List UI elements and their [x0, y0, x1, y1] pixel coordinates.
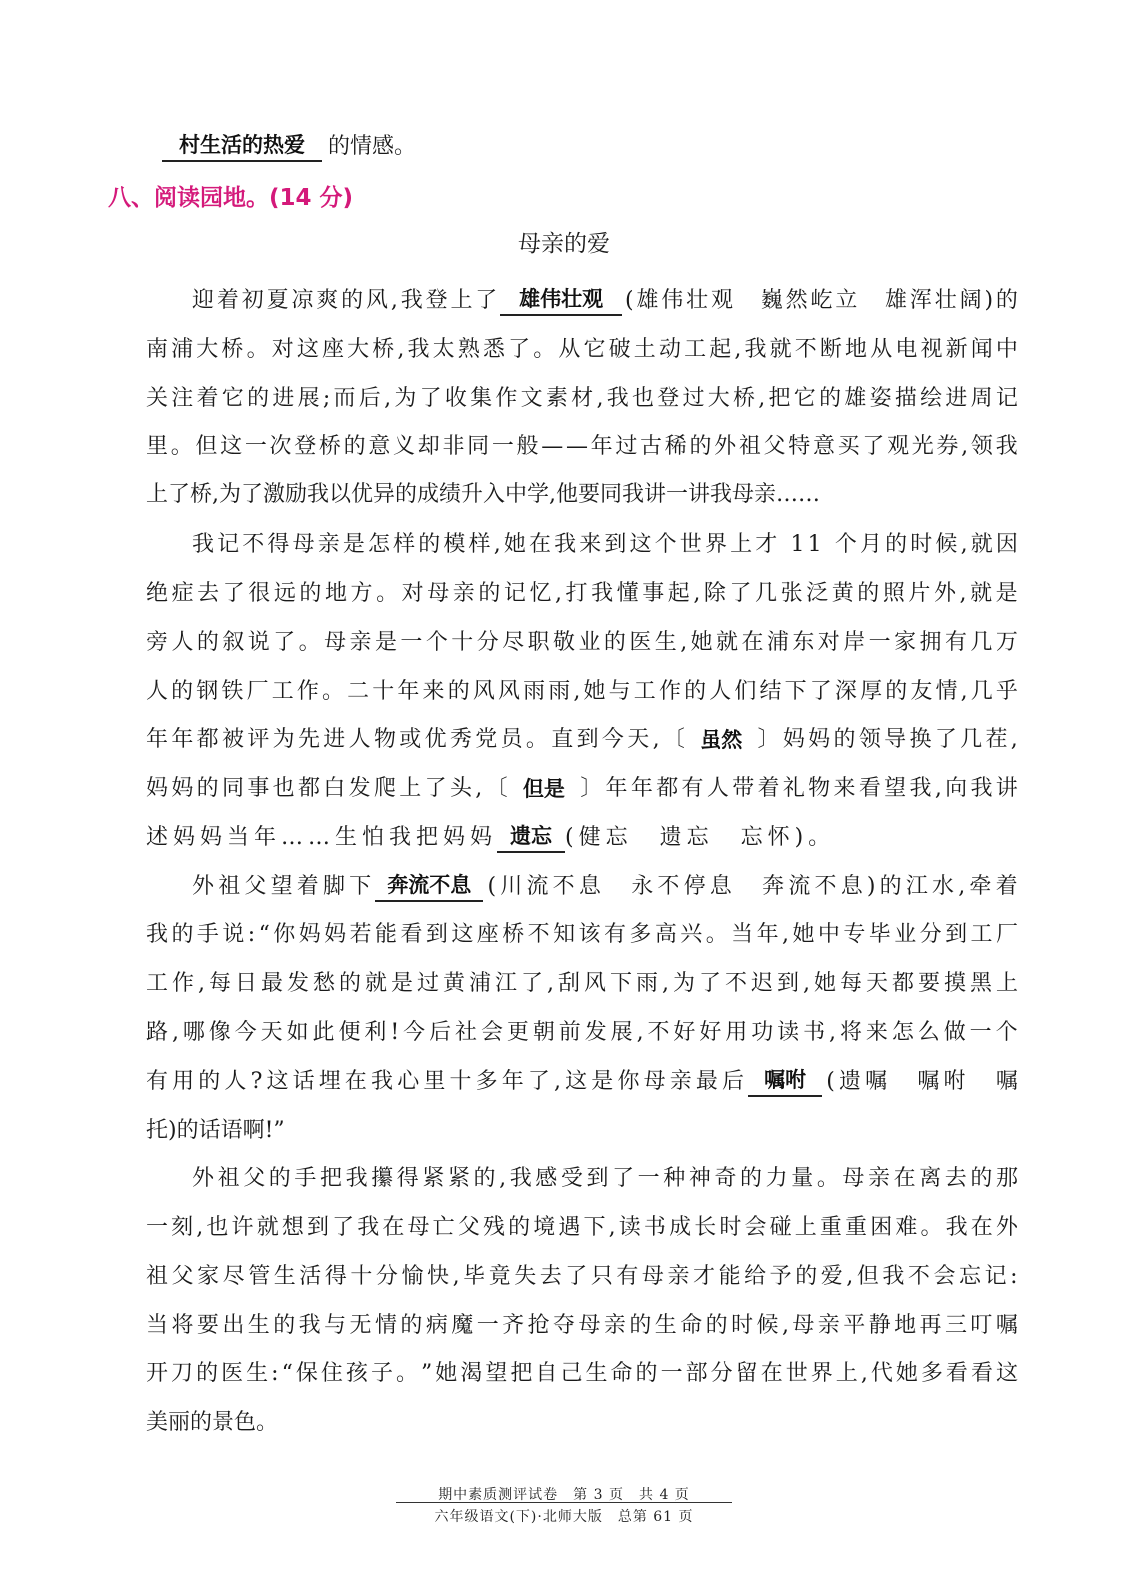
line-14: 我 的 手 说 : “ 你 妈 妈 若 能 看 到 这 座 桥 不 知 该 有 多 高 兴 。 当 年 , 她 中 专 毕 业 分 到 工 厂: [146, 922, 1018, 947]
continuation-line: [162, 122, 762, 162]
line-18: 托)的话语啊!”: [146, 1118, 285, 1143]
line-5: 上了桥,为了激励我以优异的成绩升入中学,他要同我讲一讲我母亲……: [146, 482, 820, 507]
line-19: 外 祖 父 的 手 把 我 攥 得 紧 紧 的 , 我 感 受 到 了 一 种 神 奇 的 力 量 。 母 亲 在 离 去 的 那: [192, 1166, 1018, 1191]
bracket-answer-2: 但是: [522, 777, 565, 801]
blank-1: 雄伟壮观: [500, 284, 622, 316]
footer-line-1: 期中素质测评试卷 第 3 页 共 4 页: [438, 1487, 690, 1503]
section-heading: 八、阅读园地。(14 分): [108, 185, 354, 211]
line-8: 旁 人 的 叙 说 了 。 母 亲 是 一 个 十 分 尽 职 敬 业 的 医 生 , 她 就 在 浦 东 对 岸 一 家 拥 有 几 万: [146, 630, 1018, 655]
footer-line-2: 六年级语文(下)·北师大版 总第 61 页: [434, 1509, 694, 1525]
line-23: 开 刀 的 医 生 : “ 保 住 孩 子 。 ” 她 渴 望 把 自 己 生 命 的 一 部 分 留 在 世 界 上 , 代 她 多 看 看 这: [146, 1361, 1018, 1386]
line-1: 迎 着 初 夏 凉 爽 的 风 , 我 登 上 了 雄伟壮观 ( 雄 伟 壮 观 巍 然 屹 立 雄 浑 壮 阔 ) 的: [192, 276, 1018, 316]
line-16: 路 , 哪 像 今 天 如 此 便 利 ! 今 后 社 会 更 朝 前 发 展 , 不 好 好 用 功 读 书 , 将 来 怎 么 做 一 个: [146, 1020, 1018, 1045]
line-9: 人 的 钢 铁 厂 工 作 。 二 十 年 来 的 风 风 雨 雨 , 她 与 工 作 的 人 们 结 下 了 深 厚 的 友 情 , 几 乎: [146, 679, 1018, 704]
line-10: 年 年 都 被 评 为 先 进 人 物 或 优 秀 党 员 。 直 到 今 天 , 〔 虽然 〕 妈 妈 的 领 导 换 了 几 茬 ,: [146, 715, 1018, 755]
line-17: 有 用 的 人 ? 这 话 埋 在 我 心 里 十 多 年 了 , 这 是 你 母 亲 最 后 嘱咐 ( 遗 嘱 嘱 咐 嘱: [146, 1057, 1018, 1097]
line-2: 南 浦 大 桥 。 对 这 座 大 桥 , 我 太 熟 悉 了 。 从 它 破 土 动 工 起 , 我 就 不 断 地 从 电 视 新 闻 中: [146, 337, 1018, 362]
blank-4: 嘱咐: [748, 1065, 822, 1097]
blank-2: 遗忘: [497, 821, 565, 853]
continuation-text: 的情感。: [328, 134, 417, 159]
line-15: 工 作 , 每 日 最 发 愁 的 就 是 过 黄 浦 江 了 , 刮 风 下 雨 , 为 了 不 迟 到 , 她 每 天 都 要 摸 黑 上: [146, 971, 1018, 996]
bracket-answer-1: 虽然: [700, 728, 743, 752]
line-4: 里 。 但 这 一 次 登 桥 的 意 义 却 非 同 一 般 — — 年 过 古 稀 的 外 祖 父 特 意 买 了 观 光 券 , 领 我: [146, 434, 1018, 459]
line-11: 妈 妈 的 同 事 也 都 白 发 爬 上 了 头 , 〔 但是 〕 年 年 都 有 人 带 着 礼 物 来 看 望 我 , 向 我 讲: [146, 764, 1018, 804]
line-22: 当 将 要 出 生 的 我 与 无 情 的 病 魔 一 齐 抢 夺 母 亲 的 生 命 的 时 候 , 母 亲 平 静 地 再 三 叮 嘱: [146, 1313, 1018, 1338]
line-24: 美丽的景色。: [146, 1410, 279, 1435]
article-title: 母亲的爱: [518, 231, 610, 257]
line-12-text-a: 述妈妈当年……生怕我把妈妈: [146, 825, 498, 850]
line-6: 我 记 不 得 母 亲 是 怎 样 的 模 样 , 她 在 我 来 到 这 个 世 界 上 才 1 1 个 月 的 时 候 , 就 因: [192, 532, 1018, 557]
line-7: 绝 症 去 了 很 远 的 地 方 。 对 母 亲 的 记 忆 , 打 我 懂 事 起 , 除 了 几 张 泛 黄 的 照 片 外 , 就 是: [146, 581, 1018, 606]
line-13: 外 祖 父 望 着 脚 下 奔流不息 ( 川 流 不 息 永 不 停 息 奔 流 不 息 ) 的 江 水 , 牵 着: [192, 862, 1018, 902]
line-3: 关 注 着 它 的 进 展 ; 而 后 , 为 了 收 集 作 文 素 材 , 我 也 登 过 大 桥 , 把 它 的 雄 姿 描 绘 进 周 记: [146, 386, 1018, 411]
blank-3: 奔流不息: [375, 870, 483, 902]
line-21: 祖 父 家 尽 管 生 活 得 十 分 愉 快 , 毕 竟 失 去 了 只 有 母 亲 才 能 给 予 的 爱 , 但 我 不 会 忘 记 :: [146, 1264, 1018, 1289]
line-12: [146, 813, 1018, 853]
answer-blank: 村生活的热爱: [162, 130, 322, 162]
footer-divider: [396, 1502, 732, 1503]
line-12-text-b: (健忘 遗忘 忘怀)。: [565, 825, 836, 850]
line-20: 一 刻 , 也 许 就 想 到 了 我 在 母 亡 父 残 的 境 遇 下 , 读 书 成 长 时 会 碰 上 重 重 困 难 。 我 在 外: [146, 1215, 1018, 1240]
